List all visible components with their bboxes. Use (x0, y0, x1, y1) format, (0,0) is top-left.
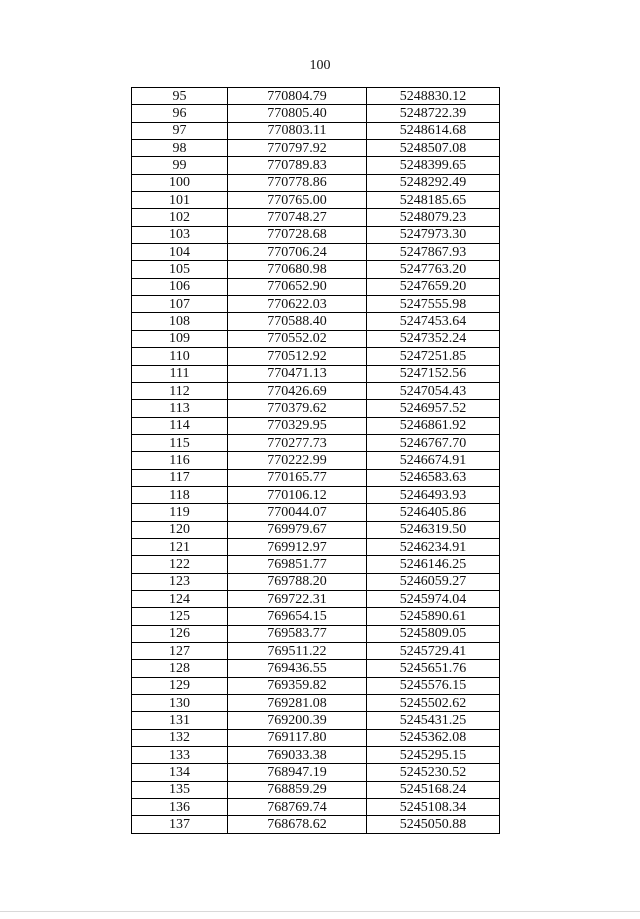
table-row (132, 486, 500, 503)
x-coordinate-cell: 770680.98 (228, 261, 367, 278)
table-row (132, 140, 500, 157)
point-number-cell: 121 (132, 538, 228, 555)
table-row (132, 504, 500, 521)
x-coordinate-cell: 768678.62 (228, 816, 367, 833)
table-row (132, 365, 500, 382)
point-number-cell: 125 (132, 608, 228, 625)
point-number-cell: 111 (132, 365, 228, 382)
x-coordinate-cell: 768859.29 (228, 781, 367, 798)
table-row (132, 764, 500, 781)
table-row (132, 556, 500, 573)
point-number-cell: 130 (132, 695, 228, 712)
y-coordinate-cell: 5247973.30 (367, 226, 500, 243)
point-number-cell: 104 (132, 244, 228, 261)
table-row (132, 348, 500, 365)
x-coordinate-cell: 769583.77 (228, 625, 367, 642)
point-number-cell: 112 (132, 382, 228, 399)
x-coordinate-cell: 769979.67 (228, 521, 367, 538)
y-coordinate-cell: 5247867.93 (367, 244, 500, 261)
y-coordinate-cell: 5246146.25 (367, 556, 500, 573)
point-number-cell: 110 (132, 348, 228, 365)
x-coordinate-cell: 769359.82 (228, 677, 367, 694)
point-number-cell: 126 (132, 625, 228, 642)
point-number-cell: 131 (132, 712, 228, 729)
y-coordinate-cell: 5245651.76 (367, 660, 500, 677)
x-coordinate-cell: 769788.20 (228, 573, 367, 590)
x-coordinate-cell: 770748.27 (228, 209, 367, 226)
point-number-cell: 107 (132, 296, 228, 313)
table-row (132, 521, 500, 538)
point-number-cell: 136 (132, 799, 228, 816)
table-row (132, 573, 500, 590)
point-number-cell: 135 (132, 781, 228, 798)
point-number-cell: 129 (132, 677, 228, 694)
x-coordinate-cell: 770622.03 (228, 296, 367, 313)
y-coordinate-cell: 5246767.70 (367, 434, 500, 451)
y-coordinate-cell: 5247763.20 (367, 261, 500, 278)
y-coordinate-cell: 5247555.98 (367, 296, 500, 313)
table-row (132, 643, 500, 660)
table-row (132, 226, 500, 243)
y-coordinate-cell: 5247054.43 (367, 382, 500, 399)
point-number-cell: 128 (132, 660, 228, 677)
x-coordinate-cell: 768769.74 (228, 799, 367, 816)
table-row (132, 400, 500, 417)
x-coordinate-cell: 768947.19 (228, 764, 367, 781)
point-number-cell: 122 (132, 556, 228, 573)
table-row (132, 452, 500, 469)
point-number-cell: 123 (132, 573, 228, 590)
y-coordinate-cell: 5248614.68 (367, 122, 500, 139)
y-coordinate-cell: 5246405.86 (367, 504, 500, 521)
y-coordinate-cell: 5246583.63 (367, 469, 500, 486)
table-row (132, 729, 500, 746)
x-coordinate-cell: 770512.92 (228, 348, 367, 365)
x-coordinate-cell: 769511.22 (228, 643, 367, 660)
y-coordinate-cell: 5248722.39 (367, 105, 500, 122)
x-coordinate-cell: 769851.77 (228, 556, 367, 573)
table-row (132, 799, 500, 816)
y-coordinate-cell: 5247659.20 (367, 278, 500, 295)
x-coordinate-cell: 769281.08 (228, 695, 367, 712)
point-number-cell: 102 (132, 209, 228, 226)
x-coordinate-cell: 770044.07 (228, 504, 367, 521)
point-number-cell: 137 (132, 816, 228, 833)
x-coordinate-cell: 770329.95 (228, 417, 367, 434)
point-number-cell: 114 (132, 417, 228, 434)
x-coordinate-cell: 770379.62 (228, 400, 367, 417)
point-number-cell: 113 (132, 400, 228, 417)
x-coordinate-cell: 770805.40 (228, 105, 367, 122)
x-coordinate-cell: 769117.80 (228, 729, 367, 746)
y-coordinate-cell: 5245890.61 (367, 608, 500, 625)
table-row (132, 261, 500, 278)
point-number-cell: 116 (132, 452, 228, 469)
x-coordinate-cell: 770222.99 (228, 452, 367, 469)
point-number-cell: 97 (132, 122, 228, 139)
point-number-cell: 98 (132, 140, 228, 157)
x-coordinate-cell: 770552.02 (228, 330, 367, 347)
table-row (132, 192, 500, 209)
point-number-cell: 108 (132, 313, 228, 330)
table-row (132, 105, 500, 122)
x-coordinate-cell: 770789.83 (228, 157, 367, 174)
table-row (132, 677, 500, 694)
y-coordinate-cell: 5247251.85 (367, 348, 500, 365)
table-row (132, 712, 500, 729)
y-coordinate-cell: 5247453.64 (367, 313, 500, 330)
y-coordinate-cell: 5245729.41 (367, 643, 500, 660)
point-number-cell: 106 (132, 278, 228, 295)
y-coordinate-cell: 5245974.04 (367, 590, 500, 607)
table-row (132, 625, 500, 642)
y-coordinate-cell: 5246059.27 (367, 573, 500, 590)
x-coordinate-cell: 769654.15 (228, 608, 367, 625)
y-coordinate-cell: 5245576.15 (367, 677, 500, 694)
y-coordinate-cell: 5245502.62 (367, 695, 500, 712)
x-coordinate-cell: 770652.90 (228, 278, 367, 295)
y-coordinate-cell: 5248507.08 (367, 140, 500, 157)
x-coordinate-cell: 769722.31 (228, 590, 367, 607)
x-coordinate-cell: 770588.40 (228, 313, 367, 330)
table-row (132, 434, 500, 451)
x-coordinate-cell: 770778.86 (228, 174, 367, 191)
table-row (132, 781, 500, 798)
x-coordinate-cell: 770797.92 (228, 140, 367, 157)
point-number-cell: 105 (132, 261, 228, 278)
table-row (132, 278, 500, 295)
point-number-cell: 133 (132, 747, 228, 764)
table-row (132, 747, 500, 764)
table-row (132, 417, 500, 434)
y-coordinate-cell: 5246234.91 (367, 538, 500, 555)
table-row (132, 816, 500, 833)
y-coordinate-cell: 5246674.91 (367, 452, 500, 469)
coordinates-table (131, 87, 500, 834)
point-number-cell: 115 (132, 434, 228, 451)
page-number: 100 (309, 58, 331, 73)
table-row (132, 608, 500, 625)
table-row (132, 313, 500, 330)
point-number-cell: 127 (132, 643, 228, 660)
table-row (132, 296, 500, 313)
table-row (132, 330, 500, 347)
table-row (132, 660, 500, 677)
y-coordinate-cell: 5246493.93 (367, 486, 500, 503)
x-coordinate-cell: 770728.68 (228, 226, 367, 243)
table-row (132, 122, 500, 139)
x-coordinate-cell: 770471.13 (228, 365, 367, 382)
table-row (132, 244, 500, 261)
y-coordinate-cell: 5245230.52 (367, 764, 500, 781)
point-number-cell: 124 (132, 590, 228, 607)
point-number-cell: 96 (132, 105, 228, 122)
x-coordinate-cell: 770803.11 (228, 122, 367, 139)
point-number-cell: 118 (132, 486, 228, 503)
table-row (132, 469, 500, 486)
point-number-cell: 99 (132, 157, 228, 174)
y-coordinate-cell: 5247152.56 (367, 365, 500, 382)
x-coordinate-cell: 769200.39 (228, 712, 367, 729)
point-number-cell: 100 (132, 174, 228, 191)
point-number-cell: 101 (132, 192, 228, 209)
point-number-cell: 117 (132, 469, 228, 486)
x-coordinate-cell: 770106.12 (228, 486, 367, 503)
table-row (132, 88, 500, 105)
table-row (132, 590, 500, 607)
point-number-cell: 103 (132, 226, 228, 243)
y-coordinate-cell: 5247352.24 (367, 330, 500, 347)
point-number-cell: 120 (132, 521, 228, 538)
coordinates-table-body (132, 88, 500, 834)
table-row (132, 695, 500, 712)
y-coordinate-cell: 5245168.24 (367, 781, 500, 798)
y-coordinate-cell: 5248399.65 (367, 157, 500, 174)
x-coordinate-cell: 769033.38 (228, 747, 367, 764)
y-coordinate-cell: 5245050.88 (367, 816, 500, 833)
y-coordinate-cell: 5248079.23 (367, 209, 500, 226)
y-coordinate-cell: 5245295.15 (367, 747, 500, 764)
table-row (132, 157, 500, 174)
x-coordinate-cell: 769436.55 (228, 660, 367, 677)
y-coordinate-cell: 5248292.49 (367, 174, 500, 191)
y-coordinate-cell: 5245362.08 (367, 729, 500, 746)
table-row (132, 209, 500, 226)
y-coordinate-cell: 5246957.52 (367, 400, 500, 417)
x-coordinate-cell: 770706.24 (228, 244, 367, 261)
point-number-cell: 119 (132, 504, 228, 521)
y-coordinate-cell: 5248185.65 (367, 192, 500, 209)
table-row (132, 174, 500, 191)
y-coordinate-cell: 5245431.25 (367, 712, 500, 729)
x-coordinate-cell: 770426.69 (228, 382, 367, 399)
y-coordinate-cell: 5246319.50 (367, 521, 500, 538)
y-coordinate-cell: 5246861.92 (367, 417, 500, 434)
x-coordinate-cell: 770165.77 (228, 469, 367, 486)
x-coordinate-cell: 770277.73 (228, 434, 367, 451)
y-coordinate-cell: 5248830.12 (367, 88, 500, 105)
point-number-cell: 132 (132, 729, 228, 746)
table-row (132, 382, 500, 399)
point-number-cell: 109 (132, 330, 228, 347)
x-coordinate-cell: 769912.97 (228, 538, 367, 555)
y-coordinate-cell: 5245108.34 (367, 799, 500, 816)
point-number-cell: 95 (132, 88, 228, 105)
point-number-cell: 134 (132, 764, 228, 781)
x-coordinate-cell: 770765.00 (228, 192, 367, 209)
table-row (132, 538, 500, 555)
y-coordinate-cell: 5245809.05 (367, 625, 500, 642)
page-bottom-rule (0, 911, 640, 912)
x-coordinate-cell: 770804.79 (228, 88, 367, 105)
